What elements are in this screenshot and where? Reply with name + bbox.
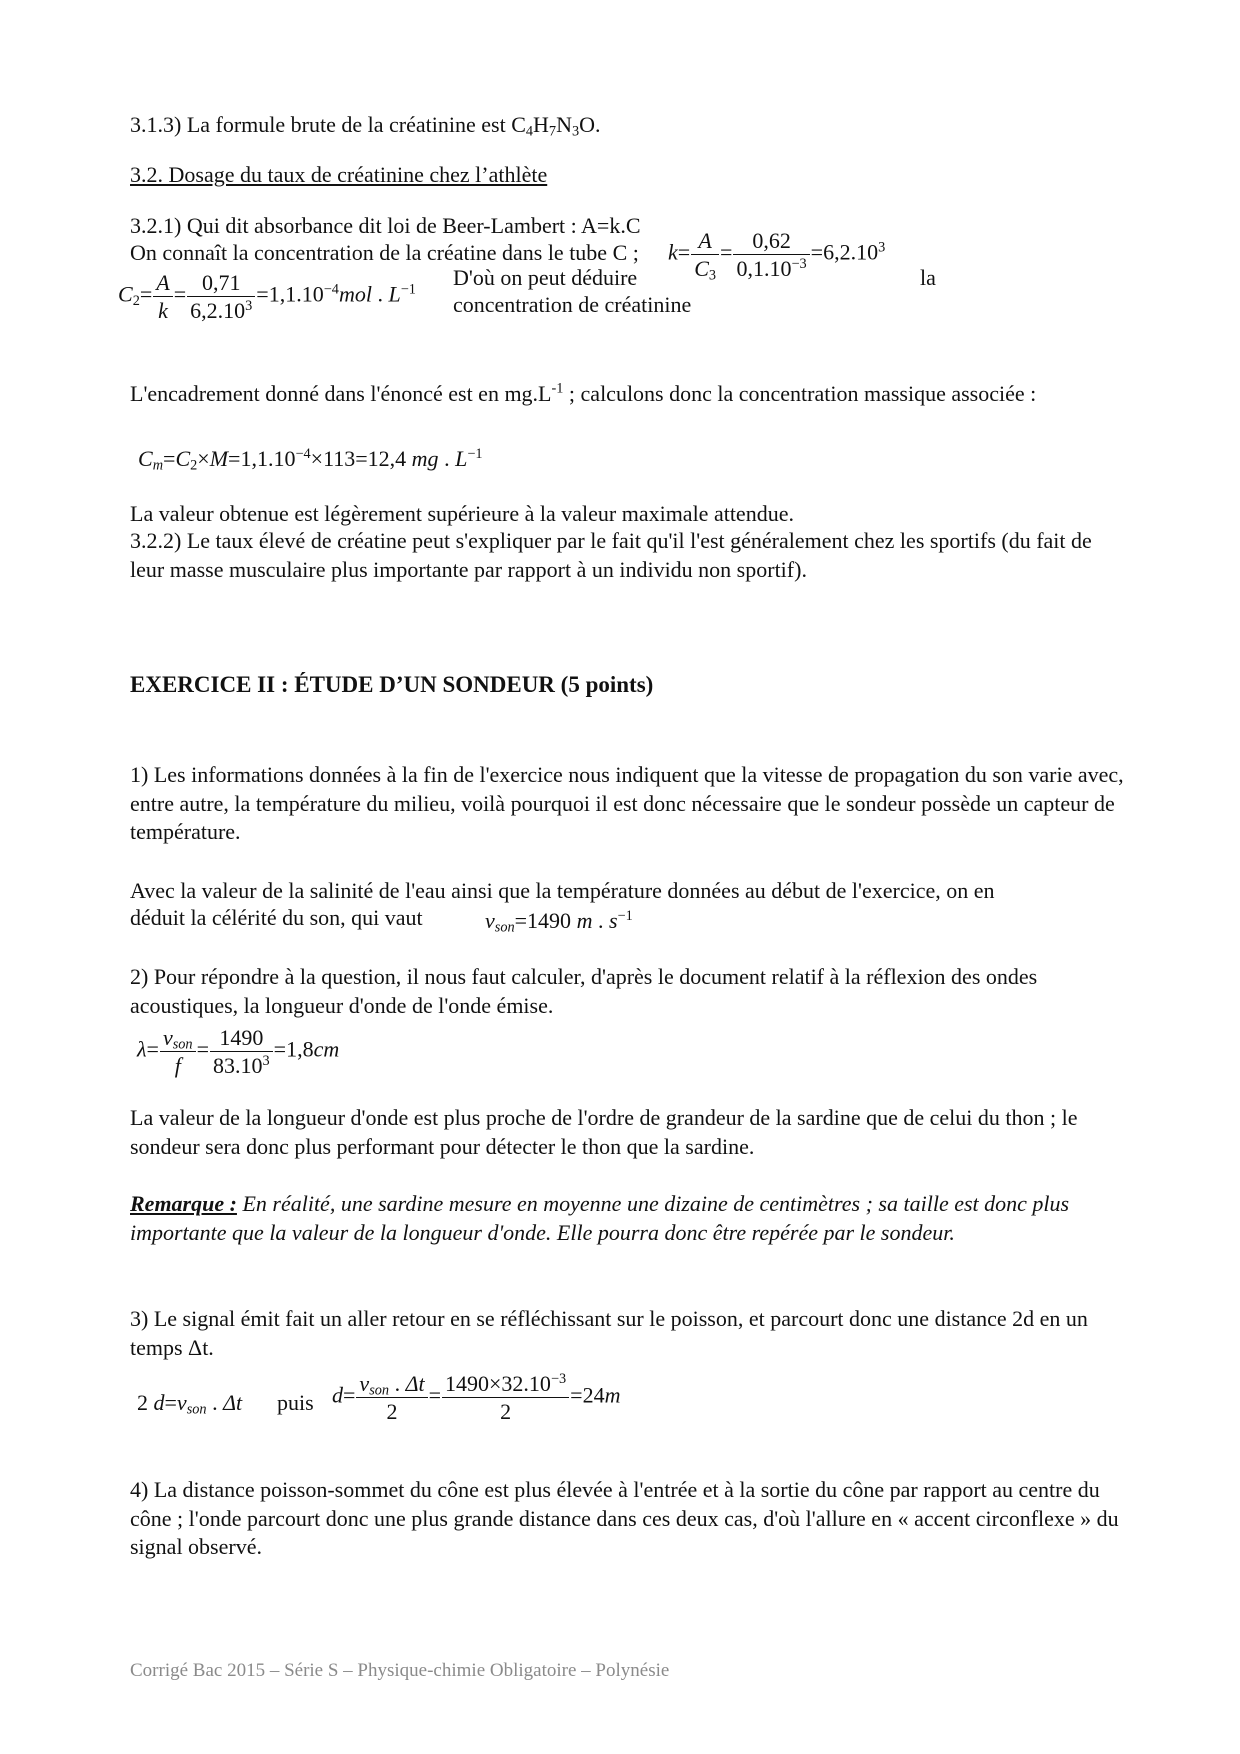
section-313 — [130, 111, 1130, 140]
vson-equation: $v_{son}=1490$ m . $s^{-1}$ — [485, 908, 633, 936]
k-num2: 0,62 — [733, 227, 809, 255]
valeur-text: La valeur obtenue est légèrement supérieure à la valeur maximale attendue. — [130, 501, 794, 526]
remarque-text: En réalité, une sardine mesure en moyenne une dizaine de centimètres ; sa taille est donc plus importante que la valeur de la longueur d'onde. Elle pourra donc être repérée par le sondeur. — [130, 1191, 1070, 1245]
exercise-2-title: EXERCICE II : ÉTUDE D’UN SONDEUR (5 points) — [130, 672, 654, 697]
conc-creatinine-text: concentration de créatinine — [453, 292, 692, 317]
section-322: 3.2.2) Le taux élevé de créatine peut s'expliquer par le fait qu'il l'est généralement chez les sportifs (du fait de leur masse musculaire plus importante par rapport à un individu non sportif). — [130, 528, 1092, 582]
creatinine-formula: $C_4H_7N_3O$. — [511, 112, 601, 140]
c2-num: A — [153, 269, 172, 297]
s313-text: 3.1.3) La formule brute de la créatinine est — [130, 112, 512, 137]
answer-4: 4) La distance poisson-sommet du cône est plus élevée à l'entrée et à la sortie du cône par rapport au centre du cône ; l'onde parcourt donc une plus grande distance dans ces deux cas, d'où l'allure en « accent circonflexe » du signal observé. — [130, 1477, 1119, 1559]
remarque-label: Remarque : — [130, 1191, 237, 1216]
la-word: la — [920, 265, 936, 290]
answer-2: 2) Pour répondre à la question, il nous faut calculer, d'après le document relatif à la réflexion des ondes acoustiques, la longueur d'onde de l'onde émise. — [130, 964, 1038, 1018]
k-equation: k= $\frac{A}{C_3}$ = $\frac{0,62}{0,1.10^{-3}}$ $=6,2.10^3$ — [668, 228, 886, 284]
c2-den: k — [158, 298, 168, 323]
d-den: 2 — [386, 1399, 398, 1424]
cm-equation: $C_m=C_2\times M=1,1.10^{-4}\times 113=12,4$ mg . $L^{-1}$ — [138, 446, 483, 474]
d-equation: d= $\frac{v_{son} . \Delta t}{2}$ = $\frac{1490\times 32.10^{-3}}{2}$ =24m — [332, 1371, 621, 1424]
page-footer: Corrigé Bac 2015 – Série S – Physique-chimie Obligatoire – Polynésie — [130, 1660, 670, 1681]
longueur-text: La valeur de la longueur d'onde est plus proche de l'ordre de grandeur de la sardine que de celui du thon ; le sondeur sera donc plus performant pour détecter le thon que la sardine. — [130, 1105, 1078, 1159]
section-32-heading: 3.2. Dosage du taux de créatinine chez l’athlète — [130, 162, 548, 187]
salinite-line-2: déduit la célérité du son, qui vaut — [130, 905, 423, 930]
puis-word: puis — [277, 1390, 314, 1415]
k-num: A — [691, 227, 719, 255]
answer-3: 3) Le signal émit fait un aller retour en se réfléchissant sur le poisson, et parcourt donc une distance 2d en un temps Δt. — [130, 1306, 1088, 1360]
c2-num2: 0,71 — [187, 269, 255, 297]
remarque — [130, 1190, 1130, 1247]
lambda-den: f — [174, 1053, 181, 1078]
answer-1: 1) Les informations données à la fin de l'exercice nous indiquent que la vitesse de propagation du son varie avec, entre autre, la température du milieu, voilà pourquoi il est donc nécessaire que le sondeur possède un capteur de température. — [130, 762, 1124, 844]
twod-equation: 2 $d=v_{son}$ . Δt — [137, 1390, 243, 1418]
lambda-equation: λ= $\frac{v_{son}}{f}$ = $\frac{1490}{83.10^3}$ =1,8cm — [137, 1025, 340, 1078]
salinite-line-1: Avec la valeur de la salinité de l'eau ainsi que la température données au début de l'exercice, on en — [130, 878, 995, 903]
lambda-num2: 1490 — [210, 1024, 273, 1052]
d-den2: 2 — [500, 1399, 512, 1424]
section-321: 3.2.1) Qui dit absorbance dit loi de Beer-Lambert : A=k.C — [130, 213, 641, 238]
douon-text: D'où on peut déduire — [453, 265, 638, 290]
tube-c-line: On connaît la concentration de la créatine dans le tube C ; — [130, 240, 639, 265]
c2-equation: $C_2=$ $\frac{A}{k}$ = $\frac{0,71}{6,2.10^3}$ $=1,1.10^{-4}mol$ . $L^{-1}$ — [118, 270, 416, 323]
encadrement-text: L'encadrement donné dans l'énoncé est en $mg.L^{-1}$ ; calculons donc la concentration massique associée : — [130, 380, 1037, 406]
